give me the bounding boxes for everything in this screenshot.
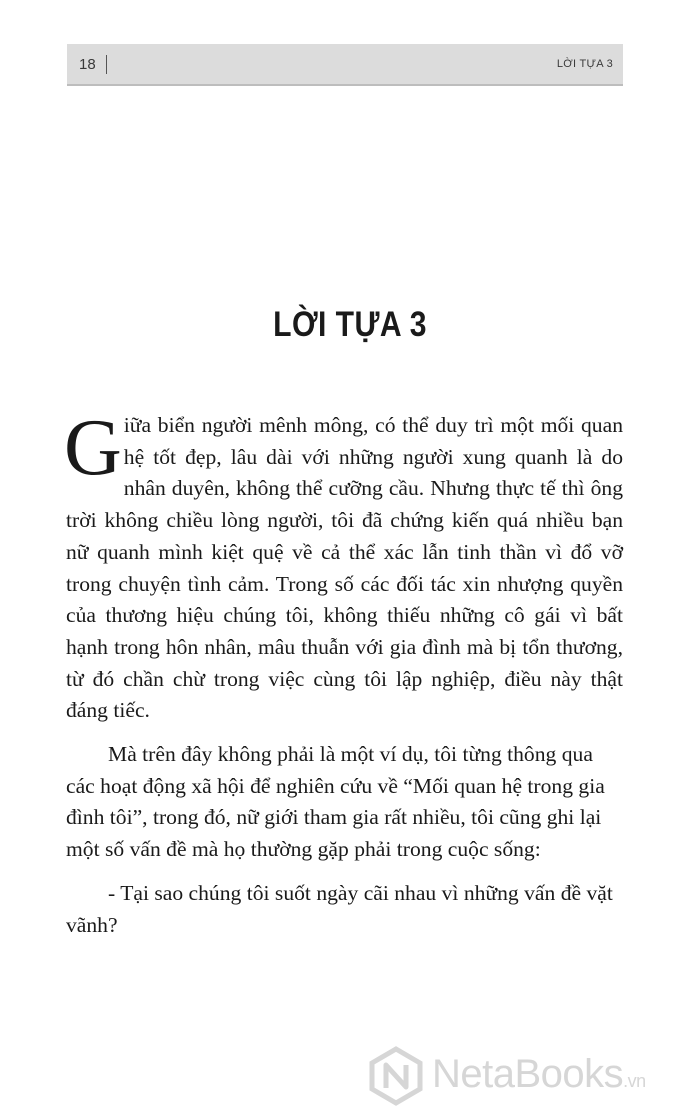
paragraph-1 (64, 404, 623, 727)
watermark-text (432, 1052, 646, 1097)
watermark-brand: NetaBooks (432, 1052, 624, 1096)
running-header-title: LỜI TỰA 3 (556, 58, 613, 70)
paragraph-2: Mà trên đây không phải là một ví dụ, tôi từng thông qua các hoạt động xã hội để nghiên cứu về “Mối quan hệ trong gia đình tôi”, trong đó, nữ giới tham gia rất nhiều, tôi cũng ghi lại một số vấn đề mà họ thường gặp phải trong cuộc sống: (66, 742, 605, 862)
watermark (366, 1046, 686, 1106)
body-text (64, 404, 623, 941)
header-divider (106, 55, 107, 74)
paragraph-1-text: iữa biển người mênh mông, có thể duy trì một mối quan hệ tốt đẹp, lâu dài với những người xung quanh là do nhân duyên, không thể cưỡng cầu. Nhưng thực tế thì ông trời không chiều lòng người, tôi đã chứng kiến quá nhiều bạn nữ quanh mình kiệt quệ về cả thể xác lẫn tinh thần vì đổ vỡ trong chuyện tình cảm. Trong số các đối tác xin nhượng quyền của thương hiệu chúng tôi, không thiếu những cô gái vì bất hạnh trong hôn nhân, mâu thuẫn với gia đình mà bị tổn thương, từ đó chần chừ trong việc cùng tôi lập nghiệp, điều này thật đáng tiếc. (66, 413, 623, 723)
bullet-item-1: - Tại sao chúng tôi suốt ngày cãi nhau vì những vấn đề vặt vãnh? (66, 880, 613, 937)
chapter-title: LỜI TỰA 3 (273, 305, 427, 345)
page-number: 18 (79, 56, 96, 73)
running-header (67, 44, 623, 86)
watermark-suffix: .vn (623, 1071, 646, 1091)
drop-cap: G (64, 404, 122, 492)
netabooks-logo-icon (366, 1046, 426, 1106)
